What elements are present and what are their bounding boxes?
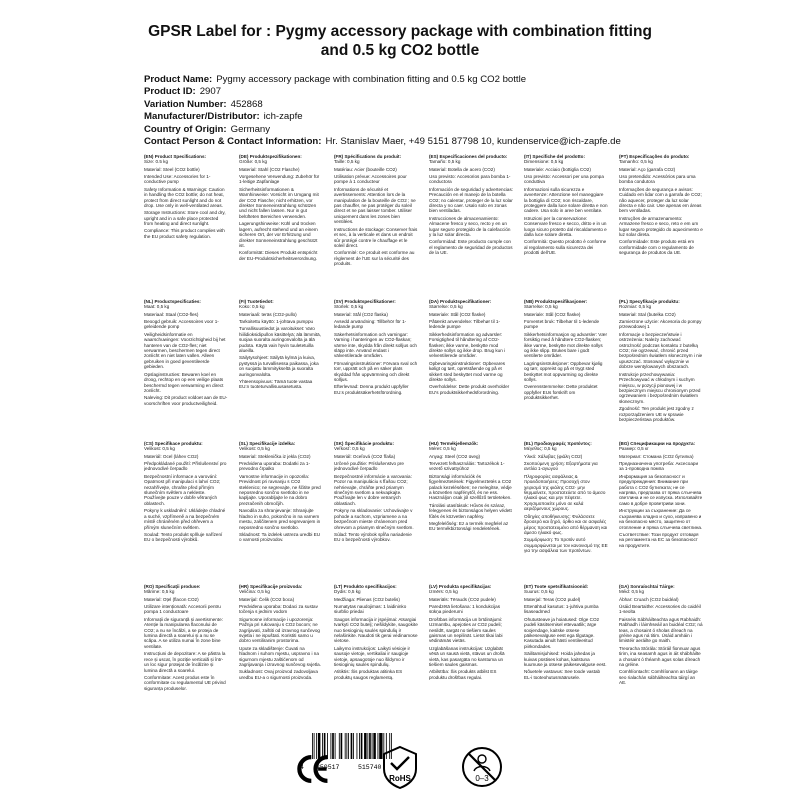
spec-paragraph: Lagringsinstruksjoner: Oppbevar kjølig og tørr, oppreist og på et trygt sted beskyttet mot oppvarming og direkte sollys. [524, 360, 603, 383]
spec-paragraph: Uzglabāšanas instrukcijas: Uzglabāt vēsā un sausā vietā, stāvus un drošā vietā, kas pasargāta no karstuma un tiešiem saules gaismas. [429, 645, 505, 668]
spec-paragraph: Pokyny k uskladnění: Ukládejte chladné a suché, vzpřímeně a na bezpečném místě chráněném před ohřevem a přímým slunečním světlem. [144, 508, 226, 530]
spec-heading: (IT) Specifiche del prodotto: [524, 154, 585, 159]
spec-paragraph: Dimensione: 0,5 kg [524, 159, 564, 165]
spec-paragraph: Treoracha Stórála: Stóráil fionnuar agus tirim, ina seasamh agus in áit shábháilte a chosaint ó théamh agus solas díreach na gréine. [619, 645, 701, 668]
spec-paragraph: Instrukcje przechowywania: Przechowywać w chłodnym i suchym miejscu, w pozycji pionowej i w bezpiecznym miejscu chronionym przed ogrzewaniem i bezpośrednim światłem słonecznym. [619, 371, 701, 404]
spec-paragraph: Istruzioni per la conservazione: Conservare fresco e secco, dritto e in un luogo sicuro protetto dal riscaldamento e dalla luce solare diretta. [524, 215, 607, 238]
spec-block [619, 154, 703, 294]
spec-paragraph: Ettenähtud kasutus: 1-juhtiva pumba lisaseadmed [524, 603, 599, 615]
product-id-row [144, 86, 764, 98]
spec-paragraph: Material: Aço (garrafa CO2) [619, 166, 676, 172]
spec-paragraph: Bezpečnostné informácie a varovania: Pozor na manipuláciu s fľašou CO2; nehrievajte, chráňte pred priamym slnečným svetlom a nekvapkajte. Používajte len v dobre vetraných oblastiach. [334, 473, 412, 506]
spec-block [524, 154, 608, 294]
spec-paragraph: Zgodność: Ten produkt jest zgodny z rozporządzeniem UE w sprawie bezpieczeństwa produktów. [619, 406, 694, 423]
spec-block [429, 441, 513, 581]
spec-paragraph: Atitiktis: Šis produktas atitinka ES produktų saugos reglamentą. [334, 669, 403, 680]
spec-paragraph: Avsedd användning: Tillbehör för 1-ledande pump [334, 318, 407, 330]
spec-paragraph: Sikkerhedsinformation og advarsler: Forsigtighed til håndtering af CO2-flasken; ikke varme, beskytte mod direkte sollys og ikke drop. Brug kun i velventilerede områder. [429, 331, 506, 359]
spec-heading: (GA) Sonraíochtaí Táirge: [619, 584, 675, 589]
spec-paragraph: Numatytas naudojimas: 1 laidininko siurblio priedai [334, 603, 407, 615]
spec-paragraph: Μέγεθος: 0,5 kg [524, 446, 557, 452]
spec-paragraph: Soulad: Tento produkt splňuje nařízení EU o bezpečnosti výrobků. [144, 531, 223, 543]
spec-paragraph: Opbevaringsinstruktioner: Opbevares køligt og tørt, opretstående og på et sikkert sted beskyttet mod varme og direkte sollys. [429, 360, 506, 383]
spec-paragraph: Size: 0.5 kg [144, 159, 169, 165]
spec-paragraph: Medžiaga: Plienas (CO2 butelis) [334, 596, 400, 602]
contact-value: Hr. Stanislav Maer, +49 5151 87798 10, kundenservice@ich-zapfe.de [325, 136, 621, 148]
spec-paragraph: Dydis: 0,5 kg [334, 589, 361, 595]
spec-paragraph: Informações de segurança e avisos: Cuidado em lidar com a garrafa de CO2; não aquecer, proteger da luz solar directa e não cair. Use apenas em áreas bem ventiladas. [619, 186, 702, 214]
spec-paragraph: Sukladnost: Ovaj proizvod zadovoljava uredbu EU-a o sigurnosti proizvoda. [239, 669, 318, 680]
spec-paragraph: Overholdelse: Dette produkt overholder EU's produktsikkerhedsforordning. [429, 384, 510, 395]
spec-paragraph: Informations de sécurité et avertissements: Attention lors de la manipulation de la bouteille de CO2 ; ne pas chauffer, ne pas protéger du soleil direct et ne pas laisser tomber. Utiliser uniquement dans les zones bien ventilées. [334, 186, 416, 225]
ce-mark-icon [296, 752, 330, 786]
spec-block [524, 299, 608, 439]
spec-paragraph: Οδηγίες αποθήκευσης: Φυλάσσετε δροσερό και ξηρό, όρθιο και σε ασφαλές μέρος προστατευμένο από θέρμανση και άμεσο ηλιακό φως. [524, 513, 608, 535]
spec-paragraph: Información de seguridad y advertencias: Precaución en el manejo de la botella CO2; no calentar, proteger de la luz solar directa y no caer. Usalo solo en zonas bien ventiladas. [429, 186, 513, 214]
spec-paragraph: Instructions de stockage: Conserver frais et sec, à la verticale et dans un endroit sûr protégé contre le chauffage et le soleil direct. [334, 226, 418, 248]
spec-heading: (FR) Spécifications du produit: [334, 154, 402, 159]
spec-block [239, 154, 323, 294]
specifications-grid [144, 154, 704, 728]
spec-heading: (ES) Especificaciones del producto: [429, 154, 508, 159]
spec-paragraph: Инструкции за съхранение: Да се съхранява хладно и сухо, изправено и на безопасно място, защитено от отопление и пряка слънчева светлина. [619, 508, 703, 530]
spec-paragraph: Conformitate: Acest produs este în conformitate cu regulamentul UE privind siguranța produselor. [144, 674, 226, 691]
spec-paragraph: Tamaño: 0,5 kg [429, 159, 461, 165]
svg-text:RoHS: RoHS [389, 774, 411, 783]
spec-paragraph: Størrelse: 0,5 kg [524, 304, 558, 310]
spec-paragraph: Material: Stahl (CO2 Flasche) [239, 166, 300, 172]
spec-paragraph: Atbilstība: Šis produkts atbilst ES produktu drošības regulai. [429, 669, 497, 680]
spec-block [429, 584, 513, 724]
spec-paragraph: Navodila za shranjevanje: Shranjujte hladno in suho, pokončno in na varnem mestu, zaščitenem pred segrevanjem in neposredno sončno svetlobo. [239, 508, 321, 530]
spec-block [429, 299, 513, 439]
spec-paragraph: Turvallisuustiedot ja varoitukset: Varo hiilidioksidipullon käsittelyä; älä lämmitä, suojaa suoralta auringonvalolta ja älä pudota. Käytä vain hyvin tuuletetuilla alueilla. [239, 326, 321, 354]
spec-paragraph: Tervezett felhasználás: Tartozékok 1-vezető szivattyúhoz [429, 460, 505, 472]
spec-paragraph: Förvaringsinstruktioner: Förvara sval och torr, upprätt och på en säker plats skyddad från uppvärmning och direkt solljus. [334, 360, 418, 383]
spec-paragraph: Storage Instructions: Store cool and dry, upright and in a safe place protected from heating and direct sunlight. [144, 210, 226, 227]
manufacturer-value: ich-zapfe [263, 111, 303, 123]
spec-paragraph: Sigurnosne informacije i upozorenja: Pažnja pri rukovanju s CO2 bocom; ne zagrijavati, zaštiti od izravnog sunčevog svjetla i ne ispuštati. Koristiti samo u dobro ventiliranim prostorima. [239, 616, 320, 644]
spec-paragraph: Velikost: 0,5 kg [239, 446, 270, 452]
spec-block [239, 584, 323, 724]
spec-paragraph: Materiaal: Staal (CO2-fles) [144, 311, 199, 317]
spec-paragraph: Conformità: Questo prodotto è conforme al regolamento sulla sicurezza dei prodotti dell'UE. [524, 239, 607, 256]
spec-paragraph: Uso pretendido: Acessórios para uma bomba condutora [619, 173, 696, 185]
spec-paragraph: Υλικό: Χάλυβας (φιάλη CO2) [524, 453, 583, 459]
spec-heading: (BG) Спецификации на продукта: [619, 441, 696, 446]
spec-paragraph: Materiál: Oceľová (CO2 fľaša) [334, 453, 396, 459]
variation-row [144, 99, 764, 111]
spec-heading: (PT) Especificações do produto: [619, 154, 690, 159]
spec-block [524, 584, 608, 724]
spec-heading: (SL) Specifikacije izdelka: [239, 441, 296, 446]
spec-paragraph: Информация за безопасност и предупреждения: Внимание при работа с CO2 бутилката; не се нагрява, предпазва от пряка слънчева светлина и не се изпуска. Използвайте само в добре проветриви зони. [619, 473, 703, 506]
spec-heading: (HU) Termékjellemzők: [429, 441, 479, 446]
spec-block [144, 441, 228, 581]
label-title [60, 22, 740, 60]
spec-paragraph: Материал: Стомана (CO2 бутилка) [619, 453, 694, 459]
spec-paragraph: Varnostne informacije in opozorila: Previdnost pri ravnanju s CO2 steklenico; ne segrevajte, ne ščitite pred neposredno sončno svetlobo in ne kapljajte. Uporabljajte le na dobro prezračenih območjih. [239, 473, 321, 506]
spec-paragraph: Beoogd gebruik: Accessoires voor 1-geleidende pomp [144, 318, 219, 330]
spec-block [334, 584, 418, 724]
spec-heading: (RO) Specificații produse: [144, 584, 201, 589]
barcode-first-digit: 4 [300, 764, 304, 771]
spec-paragraph: Sicherheitsinformationen & Warnhinweise: Vorsicht im Umgang mit der CO2 Flasche; nicht erhitzen, vor direkter Sonneneinstrahlung schützen und nicht fallen lassen. Nur in gut belüfteten Bereichen verwenden. [239, 186, 319, 219]
spec-paragraph: Säilitamisjuhised: Hoida jahedas ja kuivas püstises kohas, kaitstuna kuumuse ja otsese päikesevalguse eest. [524, 651, 607, 668]
spec-heading: (NB) Produktspesifikasjoner: [524, 299, 588, 304]
spec-paragraph: Tarkoitettu käyttö: 1-johtava pumppu [239, 318, 314, 324]
spec-paragraph: Rozmiar: 0,5 kg [619, 304, 652, 310]
spec-paragraph: Saugos informacija ir įspėjimai: Atsargiai tvarkyti CO2 butelį; nešildykite, saugokite nuo tiesioginių saulės spindulių ir nelašinkite. Naudoti tik gerai vėdinamose vietose. [334, 616, 418, 644]
spec-paragraph: Overensstemmelse: Dette produktet oppfyller EUs forskrift om produktsikkerhet. [524, 384, 598, 401]
spec-paragraph: Utilizare intenționată: Accesorii pentru pompa 1 conductoare [144, 603, 221, 615]
spec-paragraph: Safety Information & Warnings: Caution in handling the CO2 bottle; do not heat, protect from direct sunlight and do not drop. Use only in well-ventilated areas. [144, 186, 225, 209]
variation-label: Variation Number: [144, 98, 227, 110]
spec-block [619, 441, 703, 581]
spec-paragraph: Σκοπούμενη χρήση: Εξαρτήματα για αντλία 1-αγωγού [524, 460, 598, 472]
spec-paragraph: Materiāls: Tērauds (CO2 pudele) [429, 596, 496, 602]
spec-heading: (PL) Specyfikacje produktu: [619, 299, 680, 304]
spec-paragraph: Materiale: Stål (CO2 flaske) [429, 311, 486, 317]
spec-paragraph: Koko: 0,5 kg [239, 304, 265, 310]
spec-paragraph: Materiaali: teräs (CO2-pullo) [239, 311, 297, 317]
spec-paragraph: Размер: 0,5 кг [619, 446, 649, 452]
spec-paragraph: Materjal: Teras (CO2 pudel) [524, 596, 581, 602]
spec-paragraph: Tamanho: 0,5 kg [619, 159, 653, 165]
spec-paragraph: Efterlevnad: Denna produkt uppfyller EU:s produktsäkerhetsförordning. [334, 384, 409, 395]
spec-heading: (SK) Špecifikácie produktu: [334, 441, 394, 446]
spec-heading: (DA) Produktspecifikationer: [429, 299, 492, 304]
spec-paragraph: Laikymo instrukcijos: Laikyti vėsioje ir sausoje vietoje, vertikaliai ir saugioje vietoje, apsaugotoje nuo šildymo ir tiesioginių saulės spindulių. [334, 645, 411, 668]
spec-paragraph: Materiale: Stål (CO2 flaske) [524, 311, 581, 317]
spec-paragraph: Nõuetele vastavus: See toode vastab EL-i tooteohutusmäärusele. [524, 669, 601, 680]
product-id-label: Product ID: [144, 86, 196, 98]
spec-paragraph: Drošības informācija un brīdinājumi: Uzmanību, apejoties ar CO2 pudeli; nesildīt, sargāt no tiešiem saules gaismas un nepilināt. Lietot tikai labi vēdināmās vietās. [429, 616, 503, 644]
spec-paragraph: Lagerungshinweise: Kühl und trocken lagern, aufrecht stehend und an einem sicheren Ort, der vor Erhitzung und direkter Sonneneinstrahlung geschützt ist. [239, 221, 318, 248]
spec-block [334, 299, 418, 439]
spec-paragraph: Intended Use: Accessories for 1-conductive pump [144, 173, 211, 185]
spec-paragraph: Ábhar: Cruach (CO2 buidéal) [619, 596, 679, 602]
age-0-3-warning-icon [460, 745, 504, 789]
contact-label: Contact Person & Contact Information: [144, 136, 322, 148]
spec-paragraph: Informacje o bezpieczeństwie i ostrzeżenia: Należy zachować ostrożność podczas kontaktu z butelką CO2; nie ogrzewać, chronić przed bezpośrednim światłem słonecznym i nie upuszczać. Stosować wyłącznie w dobrze wentylowanych obszarach. [619, 331, 703, 370]
spec-paragraph: Materiál: Ocel (láhev CO2) [144, 453, 199, 459]
product-info [144, 74, 764, 148]
spec-paragraph: Zamierzone użycie: Akcesoria do pompy przewodowej 1 [619, 318, 702, 330]
spec-heading: (SV) Produktspecifikationer: [334, 299, 396, 304]
spec-paragraph: Предназначена употреба: Аксесоари за 1-проводна помпа [619, 460, 699, 472]
spec-heading: (ET) Toote spetsifikatsioonid: [524, 584, 589, 589]
spec-paragraph: Velikost: 0,5 kg [144, 446, 175, 452]
spec-paragraph: Materiał: Stal (butelka CO2) [619, 311, 676, 317]
spec-paragraph: Säilytysohjeet: Säilytä kylmä ja kuiva, pystyssä ja turvallisessa paikassa, joka on suojattu lämmitykseltä ja suoralta auringonvalolta. [239, 355, 319, 377]
spec-paragraph: Informații de siguranță și avertismente: Atenție la manipularea flaconului de CO2; a nu se încălzi, a se proteja de lumina directă a soarelui și a nu se scăpa. A se utiliza numai în zone bine ventilate. [144, 616, 223, 649]
spec-block [619, 299, 703, 439]
spec-paragraph: Predviđena uporaba: Dodaci za sustav točenja s jednim vodom [239, 603, 318, 615]
title-line-1: GPSR Label for : Pygmy accessory package with combination fitting [148, 23, 652, 40]
spec-paragraph: Veľkosť: 0,5 kg [334, 446, 365, 452]
spec-paragraph: Naleving: Dit product voldoet aan de EU-voorschriften voor productveiligheid. [144, 395, 228, 406]
spec-paragraph: Veiligheidsinformatie en waarschuwingen: Voorzichtigheid bij het hanteren van de CO2-fles; niet verwarmen, beschermen tegen direct zonlicht en niet laten vallen. Alleen gebruiken in goed geventileerde gebieden. [144, 331, 226, 370]
spec-paragraph: Konformität: Dieses Produkt entspricht der EU-Produktsicherheitsverordnung. [239, 250, 318, 261]
spec-paragraph: Taille: 0,5 kg [334, 159, 360, 165]
spec-heading: (LT) Produkto specifikacijos: [334, 584, 397, 589]
spec-paragraph: Material: Stål (CO2 flaska) [334, 311, 388, 317]
spec-paragraph: Συμμόρφωση: Το προϊόν αυτό συμμορφώνεται με τον κανονισμό της ΕΕ για την ασφάλεια των προϊόντων. [524, 537, 608, 554]
product-name-row [144, 74, 764, 86]
variation-value: 452868 [230, 98, 263, 110]
spec-paragraph: Instrucciones de almacenamiento: Almacene fresco y seco, recto y en un lugar seguro protegido de la calefacción y la luz solar directa. [429, 215, 511, 238]
spec-paragraph: Größe: 0,5 kg [239, 159, 268, 165]
spec-paragraph: Utilisation prévue: Accessoires pour pompe à 1 conducteur [334, 173, 407, 185]
country-value: Germany [230, 123, 271, 135]
spec-paragraph: Πληροφορίες ασφάλειας & προειδοποιήσεις: Προσοχή στον χειρισμό της φιάλης CO2· μην θερμαίνετε, προστατεύετε από το άμεσο ηλιακό φως και μην πέφτετε. Χρησιμοποιείτε μόνο σε καλά αεριζόμενους χώρους. [524, 473, 606, 512]
spec-block [524, 441, 608, 581]
spec-paragraph: Material: Steklenička iz jekla (CO2) [239, 453, 311, 459]
spec-paragraph: Určené použitie: Príslušenstvo pre jednovodivé čerpadlo [334, 460, 404, 472]
spec-paragraph: Faisnéis Sábháilteachta agus Rabhaidh: Rabhadh i láimhseáil an buidéal CO2; ná teas, a chosaint ó sholas díreach na gréine agus ná titim. Úsáid amháin i limistéir aeráilte go maith. [619, 616, 703, 644]
spec-paragraph: Sikkerhetsinformasjon og advarsler: Vær forsiktig med å håndtere CO2-flasken; ikke varme, beskytte mot direkte sollys og ikke slipp. Brukes bare i godt ventilerte områder. [524, 331, 607, 359]
spec-paragraph: Megfelelőség: Ez a termék megfelel az EU termékbiztonsági rendeletének. [429, 520, 509, 532]
spec-paragraph: Upute za skladištenje: Čuvati na hladnom i suhom mjestu, uspravno i na sigurnom mjestu zaštićenom od zagrijavanja i izravnog sunčevog svjetla. [239, 645, 321, 668]
spec-paragraph: Materiale: Acciaio (bottiglia CO2) [524, 166, 591, 172]
title-line-2: and 0.5 kg CO2 bottle [320, 42, 480, 59]
spec-paragraph: Material: Oțel (flacon CO2) [144, 596, 199, 602]
svg-text:0–3: 0–3 [475, 774, 489, 783]
spec-paragraph: Anyag: Steel (CO2 üveg) [429, 453, 481, 459]
manufacturer-row [144, 111, 764, 123]
spec-paragraph: Skladnost: Ta izdelek ustreza uredbi EU o varnosti proizvodov. [239, 531, 321, 543]
spec-block [239, 299, 323, 439]
spec-paragraph: Mărime: 0,5 kg [144, 589, 175, 595]
product-id-value: 2907 [199, 86, 222, 98]
spec-paragraph: Informazioni sulla sicurezza e avvertenze: Attenzione nel maneggiare la bottiglia di CO2; non riscaldare, proteggere dalla luce solare diretta e non cadere. Usa solo in aree ben ventilate. [524, 186, 608, 214]
spec-paragraph: Størrelse: 0,5 kg [429, 304, 463, 310]
barcode-group-1: 250517 [316, 764, 340, 771]
spec-paragraph: Tárolási utasítások: Hűvös és száraz, felegyenes és biztonságos helyen védett fűtés és közvetlen napfény. [429, 502, 512, 519]
spec-paragraph: Instruções de armazenamento: Armazene fresco e seco, reto e em um lugar seguro protegido do aquecimento e luz solar direta. [619, 215, 703, 238]
spec-paragraph: Conformidad: Este producto cumple con el reglamento de seguridad de productos de la UE. [429, 239, 513, 256]
spec-paragraph: Material: Botella de acero (CO2) [429, 166, 495, 172]
spec-heading: (EN) Product Specifications: [144, 154, 207, 159]
rohs-icon [380, 745, 420, 789]
spec-paragraph: Suurus: 0,5 kg [524, 589, 554, 595]
spec-block [144, 584, 228, 724]
spec-block [144, 154, 228, 294]
spec-paragraph: Uso previsto: Accesorios para bomba 1-conductora [429, 173, 511, 185]
spec-paragraph: Vorgesehene Verwendung: Zubehör für 1-leitige Zapfanlage [239, 173, 320, 185]
spec-paragraph: Materijal: Čelik (CO2 boca) [239, 596, 295, 602]
spec-paragraph: Méid: 0,5 kg [619, 589, 645, 595]
spec-paragraph: Paredzētā lietošana: 1 kondukcijas sūkņa piederumi [429, 603, 500, 615]
spec-block [619, 584, 703, 724]
barcode-group-2: 515740 [358, 764, 382, 771]
spec-paragraph: Veličina: 0,5 kg [239, 589, 270, 595]
spec-paragraph: Méret: 0,5 kg [429, 446, 456, 452]
spec-paragraph: Predvidena uporaba: Dodatki za 1-prevodno črpalko [239, 460, 310, 472]
spec-paragraph: Material: Steel (CO2 bottle) [144, 166, 200, 172]
spec-paragraph: Izmērs: 0,5 kg [429, 589, 458, 595]
country-row [144, 124, 764, 136]
spec-paragraph: Storlek: 0,5 kg [334, 304, 364, 310]
spec-paragraph: Säkerhetsinformation och varningar: Varning i hanteringen av CO2-flaskan; värme inte, skydda från direkt solljus och släpp inte. Använd endast i välventilerade områden. [334, 331, 417, 359]
spec-paragraph: Úsáid Beartaithe: Accessories do caidéil 1-seolta [619, 603, 701, 615]
spec-paragraph: Comhlíontacht: Comhlíonann an táirge seo rialachán sábháilteachta táirgí an AE. [619, 669, 698, 686]
spec-block [429, 154, 513, 294]
spec-heading: (HR) Specifikacije proizvoda: [239, 584, 303, 589]
spec-heading: (DE) Produktspezifikationen: [239, 154, 302, 159]
spec-heading: (NL) Productspecificaties: [144, 299, 201, 304]
manufacturer-label: Manufacturer/Distributor: [144, 111, 260, 123]
spec-paragraph: Uso previsto: Accessori per una pompa conduttiva [524, 173, 604, 185]
spec-block [334, 154, 418, 294]
spec-block [144, 299, 228, 439]
spec-paragraph: Yhteensopivuus: Tämä tuote vastaa EU:n tuoteturvallisuusasetusta. [239, 378, 313, 390]
spec-paragraph: Påtænkt anvendelse: Tilbehør til 1-ledende pumpe [429, 318, 500, 330]
spec-paragraph: Súlad: Tento výrobok spĺňa nariadenie EU o bezpečnosti výrobkov. [334, 531, 412, 543]
product-name-label: Product Name: [144, 74, 213, 85]
country-label: Country of Origin: [144, 123, 227, 135]
spec-paragraph: Conformidade: Este produto está em conformidade com o regulamento de segurança de produtos da UE. [619, 239, 695, 256]
spec-paragraph: Conformité: Ce produit est conforme au règlement de l'UE sur la sécurité des produits. [334, 250, 415, 267]
spec-paragraph: Bezpečnostní informace a varování: Opatrnost při manipulaci s lahví CO2; nezahřívejte, chraňte před přímým slunečním světlem a nekleste. Používejte pouze v dobře větraných oblastech. [144, 473, 221, 506]
spec-paragraph: Instrucțiuni de depozitare: A se păstra la rece și uscat, în poziție verticală și într-un loc sigur protejat de încălzire și lumina directă a soarelui. [144, 651, 226, 673]
spec-paragraph: Pokyny na skladovanie: Uchovávajte v pohode a suchom, vzpriamene a na bezpečnom mieste chránenom pred ohrevom a priamym slnečným svetlom. [334, 508, 414, 530]
spec-paragraph: Maat: 0,5 kg [144, 304, 170, 310]
spec-paragraph: Съответствие: Този продукт отговаря на регламента на ЕС за безопасност на продуктите. [619, 531, 699, 548]
spec-paragraph: Matériau: Acier (bouteille CO2) [334, 166, 397, 172]
spec-paragraph: Předpokládané použití: Příslušenství pro jednovodivé čerpadlo [144, 460, 227, 472]
product-name-value: Pygmy accessory package with combination fitting and 0.5 kg CO2 bottle [216, 74, 527, 85]
spec-heading: (FI) Tuotetiedot: [239, 299, 274, 304]
spec-block [239, 441, 323, 581]
spec-paragraph: Biztonsági információk és figyelmeztetések: Figyelmeztetés a CO2 palack kezelésében; ne melegítse, védje a közvetlen napfénytől, és ne ess. Használjon csak jól szellőző területeken. [429, 473, 512, 501]
spec-heading: (EL) Προδιαγραφές προϊόντος: [524, 441, 592, 446]
spec-paragraph: Opslaginstructies: Bewaren koel en droog, rechtop en op een veilige plaats beschermd tegen verwarming en direct zonlicht. [144, 371, 224, 393]
contact-row [144, 136, 764, 148]
spec-heading: (LV) Produkta specifikācijas: [429, 584, 492, 589]
spec-paragraph: Ohutusteave ja hoiatused: Olge CO2 pudeli käsitsemisel ettevaatlik; ärge soojendage, kaitske otsese päikesevalguse eest ega tilgutage. Kasutada ainult hästi ventileeritud piirkondades. [524, 616, 600, 649]
spec-paragraph: Compliance: This product complies with the EU product safety regulation. [144, 228, 225, 239]
spec-heading: (CS) Specifikace produktu: [144, 441, 203, 446]
spec-paragraph: Forventet bruk: Tilbehør til 1-ledende pumpe [524, 318, 600, 330]
spec-block [334, 441, 418, 581]
